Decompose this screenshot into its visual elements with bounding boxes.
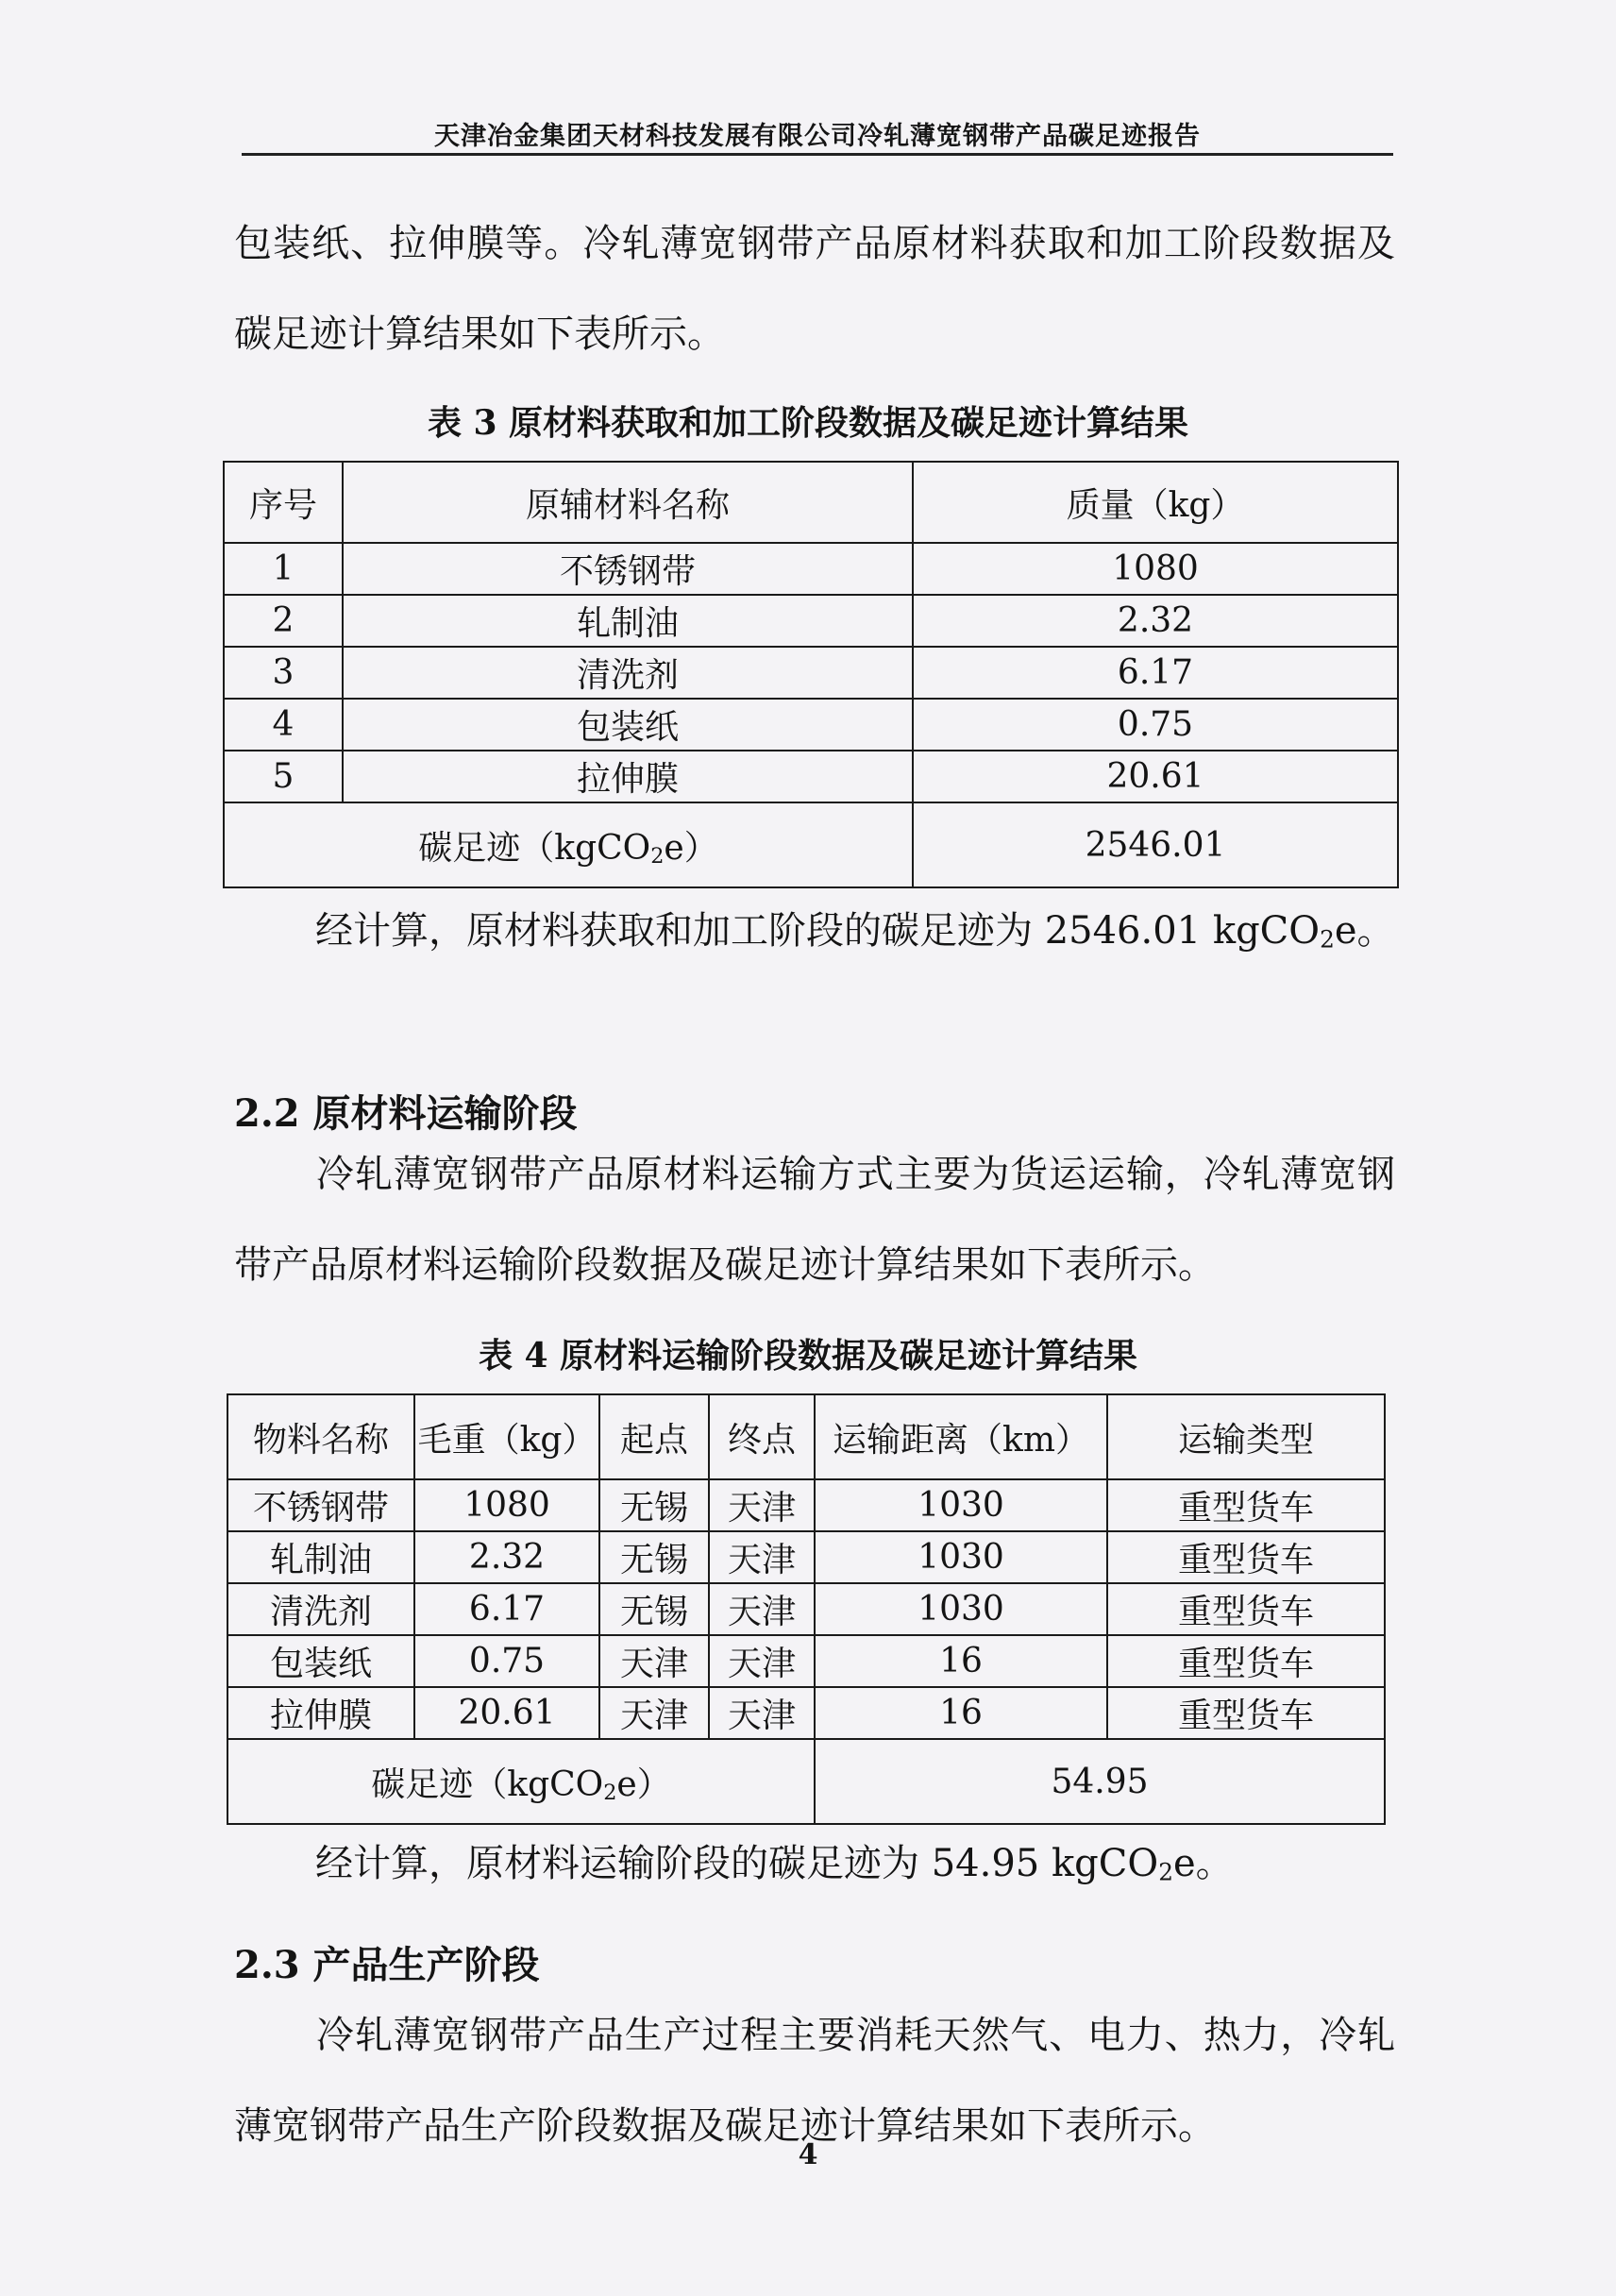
subscript: 2 [650, 843, 665, 869]
table4-cell: 重型货车 [1107, 1583, 1385, 1635]
table-row [227, 1583, 1385, 1635]
table3 [223, 461, 1399, 888]
table4-cell: 0.75 [414, 1635, 599, 1687]
table-row [224, 543, 1398, 595]
table-row [227, 1635, 1385, 1687]
table4-cell: 20.61 [414, 1687, 599, 1739]
table4-total-value: 54.95 [815, 1739, 1385, 1824]
table3-cell: 3 [224, 647, 343, 699]
table3-total-value: 2546.01 [913, 802, 1398, 887]
result-text: 经计算，原材料获取和加工阶段的碳足迹为 2546.01 kgCO [315, 909, 1321, 953]
paragraph-text: 冷轧薄宽钢带产品原材料运输方式主要为货运运输，冷轧薄宽钢带产品原材料运输阶段数据及碳足迹计算结果如下表所示。 [234, 1153, 1395, 1287]
table3-total-row [224, 802, 1398, 887]
table4-cell: 清洗剂 [227, 1583, 414, 1635]
table4-cell: 2.32 [414, 1531, 599, 1583]
table4-cell: 1080 [414, 1479, 599, 1531]
table3-header-row [224, 462, 1398, 543]
table3-cell: 包装纸 [343, 699, 913, 751]
table-row [224, 699, 1398, 751]
table4-cell: 16 [815, 1635, 1107, 1687]
table4-cell: 重型货车 [1107, 1635, 1385, 1687]
table3-cell: 5 [224, 751, 343, 802]
table4-header-cell: 物料名称 [227, 1394, 414, 1479]
table3-header-cell: 原辅材料名称 [343, 462, 913, 543]
table3-total-label [224, 802, 913, 887]
table4-cell: 重型货车 [1107, 1687, 1385, 1739]
paragraph-result-3 [234, 886, 1395, 985]
table4-cell: 天津 [709, 1531, 815, 1583]
table3-cell: 20.61 [913, 751, 1398, 802]
paragraph-intro: 包装纸、拉伸膜等。冷轧薄宽钢带产品原材料获取和加工阶段数据及碳足迹计算结果如下表所示。 [234, 222, 1395, 356]
result-text: e。 [1172, 1842, 1234, 1885]
table-row [227, 1531, 1385, 1583]
table4-total-label [227, 1739, 815, 1824]
paragraph-transport [234, 1129, 1395, 1310]
table4-header-cell: 起点 [599, 1394, 709, 1479]
table4-cell: 重型货车 [1107, 1531, 1385, 1583]
table4-cell: 1030 [815, 1479, 1107, 1531]
table4-cell: 天津 [709, 1687, 815, 1739]
table4-cell: 包装纸 [227, 1635, 414, 1687]
table4-cell: 轧制油 [227, 1531, 414, 1583]
table4 [227, 1393, 1386, 1825]
table4-cell: 1030 [815, 1531, 1107, 1583]
table4-cell: 不锈钢带 [227, 1479, 414, 1531]
table4-cell: 重型货车 [1107, 1479, 1385, 1531]
subscript: 2 [1320, 925, 1335, 954]
table3-cell: 不锈钢带 [343, 543, 913, 595]
table4-header-cell: 毛重（kg） [414, 1394, 599, 1479]
table4-cell: 天津 [709, 1635, 815, 1687]
table4-cell: 无锡 [599, 1479, 709, 1531]
page-number: 4 [798, 2138, 818, 2171]
table3-caption: 表 3 原材料获取和加工阶段数据及碳足迹计算结果 [427, 403, 1189, 443]
table4-cell: 拉伸膜 [227, 1687, 414, 1739]
paragraph-text: 冷轧薄宽钢带产品生产过程主要消耗天然气、电力、热力，冷轧薄宽钢带产品生产阶段数据及碳足迹计算结果如下表所示。 [234, 2014, 1395, 2148]
table3-cell: 拉伸膜 [343, 751, 913, 802]
table4-cell: 天津 [709, 1583, 815, 1635]
table4-header-row [227, 1394, 1385, 1479]
table4-cell: 6.17 [414, 1583, 599, 1635]
table-row [224, 595, 1398, 647]
total-label-text: e） [664, 828, 718, 868]
table3-cell: 2 [224, 595, 343, 647]
table4-cell: 天津 [709, 1479, 815, 1531]
table4-cell: 天津 [599, 1687, 709, 1739]
table4-cell: 16 [815, 1687, 1107, 1739]
table3-cell: 6.17 [913, 647, 1398, 699]
total-label-text: 碳足迹（kgCO [418, 828, 651, 868]
table4-header-cell: 运输距离（km） [815, 1394, 1107, 1479]
total-label-text: 碳足迹（kgCO [371, 1764, 604, 1804]
result-text: 经计算，原材料运输阶段的碳足迹为 54.95 kgCO [315, 1842, 1159, 1885]
table3-cell: 0.75 [913, 699, 1398, 751]
table4-total-row [227, 1739, 1385, 1824]
section-heading-2-3: 2.3 产品生产阶段 [234, 1943, 540, 1987]
table3-cell: 1 [224, 543, 343, 595]
table3-cell: 轧制油 [343, 595, 913, 647]
table3-cell: 1080 [913, 543, 1398, 595]
subscript: 2 [1158, 1858, 1173, 1886]
table3-header-cell: 质量（kg） [913, 462, 1398, 543]
table4-caption: 表 4 原材料运输阶段数据及碳足迹计算结果 [478, 1336, 1138, 1376]
paragraph-result-4 [234, 1818, 1395, 1917]
table-row [227, 1479, 1385, 1531]
table4-header-cell: 运输类型 [1107, 1394, 1385, 1479]
total-label-text: e） [616, 1764, 671, 1804]
table3-cell: 4 [224, 699, 343, 751]
subscript: 2 [603, 1780, 617, 1805]
table4-cell: 无锡 [599, 1531, 709, 1583]
table3-header-cell: 序号 [224, 462, 343, 543]
section-heading-2-2: 2.2 原材料运输阶段 [234, 1091, 578, 1136]
table4-cell: 1030 [815, 1583, 1107, 1635]
header-rule [242, 153, 1393, 156]
table4-cell: 天津 [599, 1635, 709, 1687]
table3-cell: 清洗剂 [343, 647, 913, 699]
table-row [227, 1687, 1385, 1739]
running-header: 天津冶金集团天材科技发展有限公司冷轧薄宽钢带产品碳足迹报告 [434, 122, 1201, 151]
table-row [224, 647, 1398, 699]
table4-header-cell: 终点 [709, 1394, 815, 1479]
result-text: e。 [1334, 909, 1395, 953]
table4-cell: 无锡 [599, 1583, 709, 1635]
table-row [224, 751, 1398, 802]
table3-cell: 2.32 [913, 595, 1398, 647]
